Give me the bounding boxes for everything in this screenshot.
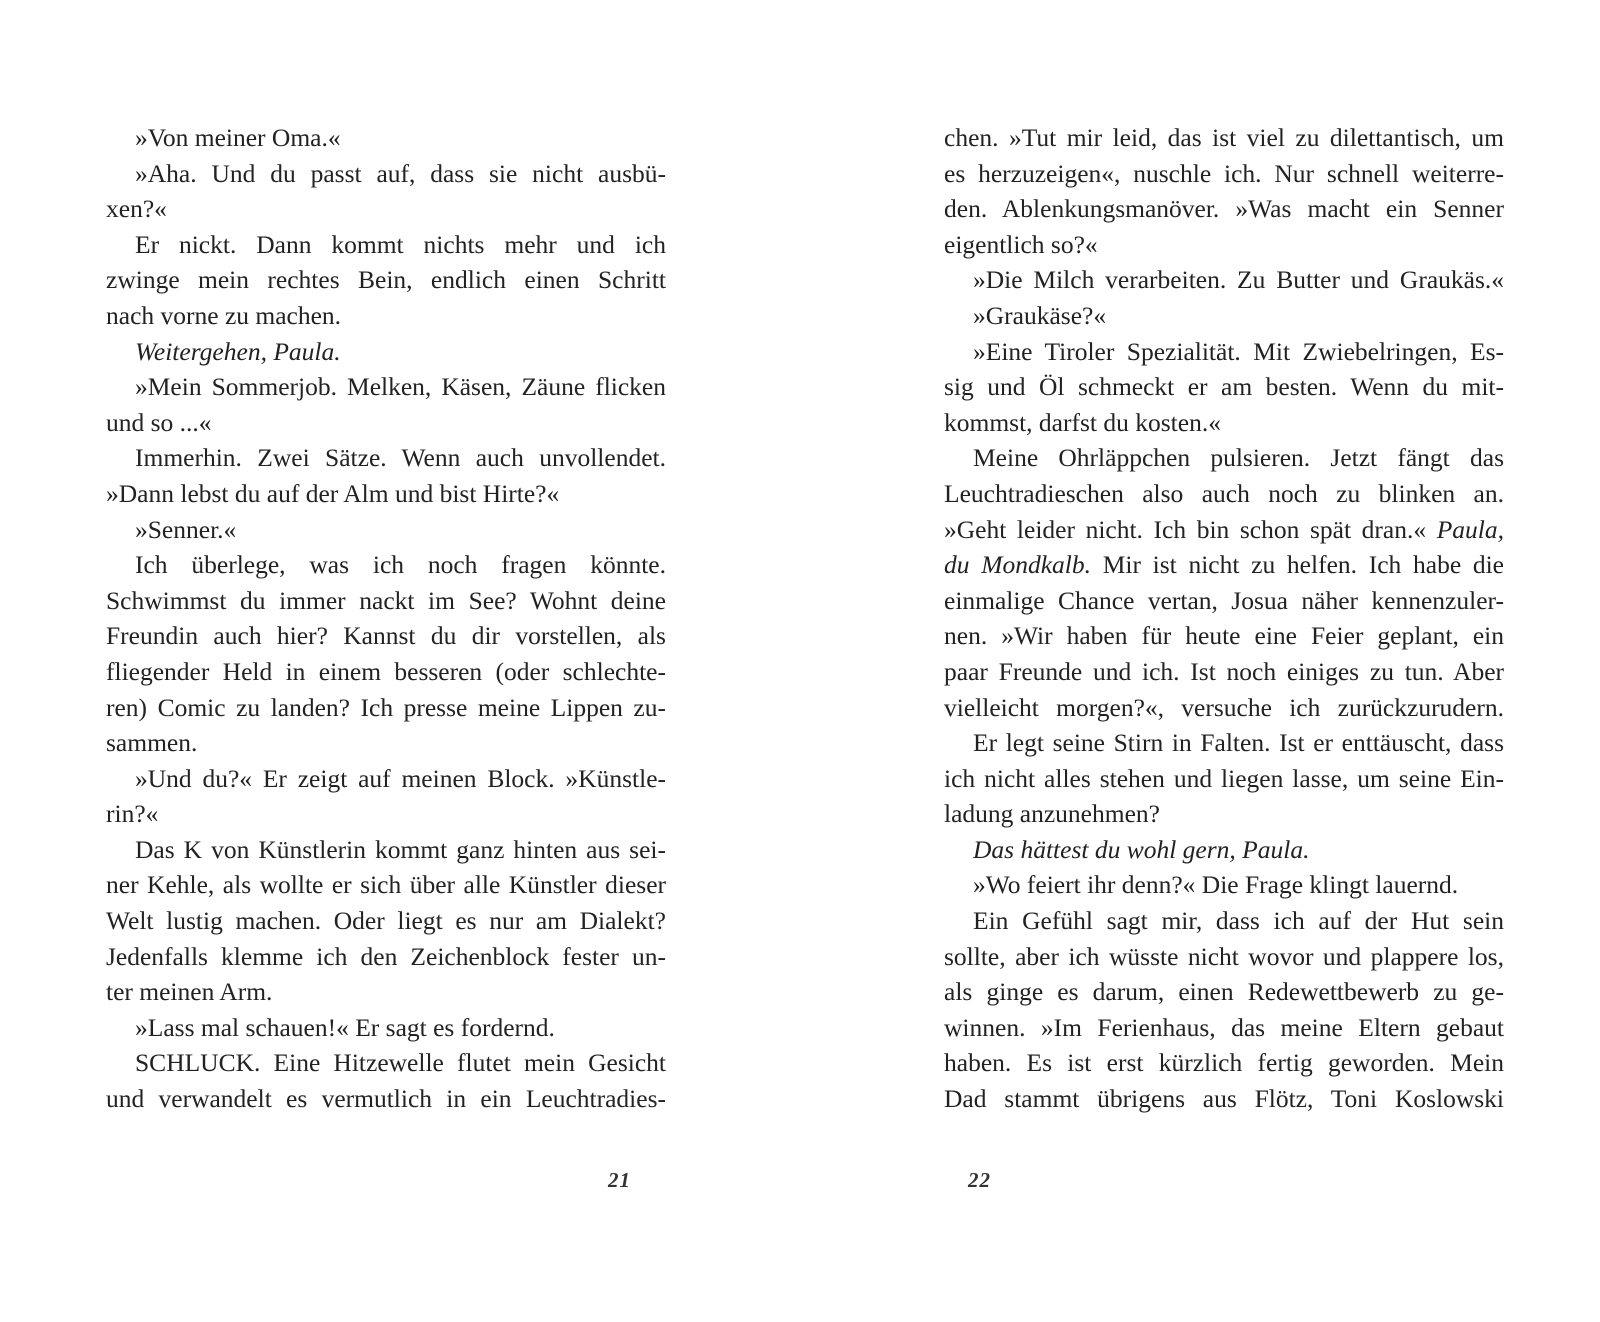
text-line: kommst, darfst du kosten.« <box>944 407 1221 437</box>
text-line: »Eine Tiroler Spezialität. Mit Zwiebelringen, Es- <box>973 336 1504 366</box>
text-line: chen. »Tut mir leid, das ist viel zu dilettantisch, um <box>944 123 1504 152</box>
text-line: sollte, aber ich wüsste nicht wovor und plappere los, <box>944 941 1504 971</box>
text-line: als ginge es darum, einen Redewettbewerb zu ge- <box>944 977 1504 1007</box>
text-line: den. Ablenkungsmanöver. »Was macht ein Senner <box>944 194 1504 224</box>
text-line <box>944 547 1504 583</box>
text-line: »Von meiner Oma.« <box>135 123 341 152</box>
text-line: eigentlich so?« <box>944 229 1098 259</box>
text-line: »Und du?« Er zeigt auf meinen Block. »Künstle- <box>135 763 666 793</box>
text-line: sammen. <box>106 728 198 758</box>
text-line: winnen. »Im Ferienhaus, das meine Eltern gebaut <box>944 1012 1504 1042</box>
text-line: Freundin auch hier? Kannst du dir vorstellen, als <box>106 621 666 651</box>
text-line: Das hättest du wohl gern, Paula. <box>973 834 1310 864</box>
text-line: SCHLUCK. Eine Hitzewelle flutet mein Gesicht <box>135 1048 666 1078</box>
text-line: sig und Öl schmeckt er am besten. Wenn du mit- <box>944 372 1504 402</box>
text-line: nach vorne zu machen. <box>106 300 342 330</box>
text-line: Er legt seine Stirn in Falten. Ist er enttäuscht, dass <box>973 728 1504 758</box>
text-line: »Aha. Und du passt auf, dass sie nicht ausbü- <box>135 158 666 188</box>
text-line: »Wo feiert ihr denn?« Die Frage klingt lauernd. <box>973 870 1459 900</box>
text-segment: Mir ist nicht zu helfen. Ich habe die <box>1102 550 1504 580</box>
text-line: Ich überlege, was ich noch fragen könnte. <box>135 550 666 580</box>
text-segment: »Geht leider nicht. Ich bin schon spät dran.« <box>944 514 1427 544</box>
text-line: »Mein Sommerjob. Melken, Käsen, Zäune flicken <box>135 372 666 402</box>
text-line: »Senner.« <box>135 514 237 544</box>
italic-segment: Paula, <box>1436 514 1504 544</box>
text-line: Schwimmst du immer nackt im See? Wohnt deine <box>106 585 666 615</box>
text-line: vielleicht morgen?«, versuche ich zurückzurudern. <box>944 692 1504 722</box>
text-line: und verwandelt es vermutlich in ein Leuchtradies- <box>106 1084 666 1114</box>
page-number-right: 22 <box>968 1168 991 1192</box>
text-line: Er nickt. Dann kommt nichts mehr und ich <box>135 229 666 259</box>
text-line: Das K von Künstlerin kommt ganz hinten aus sei- <box>135 834 666 864</box>
text-line: rin?« <box>106 799 159 829</box>
text-line: fliegender Held in einem besseren (oder schlechte- <box>106 656 666 686</box>
text-line: Leuchtradieschen also auch noch zu blinken an. <box>944 478 1504 508</box>
text-line: ner Kehle, als wollte er sich über alle Künstler dieser <box>106 870 666 900</box>
text-line: zwinge mein rechtes Bein, endlich einen Schritt <box>106 265 666 295</box>
text-line: haben. Es ist erst kürzlich fertig geworden. Mein <box>944 1048 1504 1078</box>
left-page <box>106 120 666 1117</box>
text-line: »Die Milch verarbeiten. Zu Butter und Graukäs.« <box>973 265 1504 295</box>
text-line <box>944 512 1504 548</box>
page-number-left: 21 <box>608 1168 631 1192</box>
text-line: »Graukäse?« <box>973 300 1107 330</box>
text-line: Dad stammt übrigens aus Flötz, Toni Koslowski <box>944 1084 1504 1114</box>
text-line: ren) Comic zu landen? Ich presse meine Lippen zu- <box>106 692 666 722</box>
text-line: Welt lustig machen. Oder liegt es nur am Dialekt? <box>106 906 666 936</box>
right-page <box>944 120 1504 1117</box>
text-line: Ein Gefühl sagt mir, dass ich auf der Hut sein <box>973 906 1504 936</box>
text-line: Meine Ohrläppchen pulsieren. Jetzt fängt das <box>973 443 1504 473</box>
text-line: Weitergehen, Paula. <box>135 336 341 366</box>
text-line: ter meinen Arm. <box>106 977 273 1007</box>
text-line: es herzuzeigen«, nuschle ich. Nur schnell weiterre- <box>944 158 1504 188</box>
text-line: ladung anzunehmen? <box>944 799 1160 829</box>
text-line: »Dann lebst du auf der Alm und bist Hirte?« <box>106 478 560 508</box>
text-line: und so ...« <box>106 407 212 437</box>
text-line: Immerhin. Zwei Sätze. Wenn auch unvollendet. <box>135 443 666 473</box>
text-line: nen. »Wir haben für heute eine Feier geplant, ein <box>944 621 1504 651</box>
text-line: ich nicht alles stehen und liegen lasse, um seine Ein- <box>944 763 1504 793</box>
italic-segment: du Mondkalb. <box>944 550 1091 580</box>
text-line: einmalige Chance vertan, Josua näher kennenzuler- <box>944 585 1504 615</box>
text-line: »Lass mal schauen!« Er sagt es fordernd. <box>135 1012 555 1042</box>
text-line: paar Freunde und ich. Ist noch einiges zu tun. Aber <box>944 656 1504 686</box>
text-line: xen?« <box>106 194 167 224</box>
text-line: Jedenfalls klemme ich den Zeichenblock fester un- <box>106 941 666 971</box>
